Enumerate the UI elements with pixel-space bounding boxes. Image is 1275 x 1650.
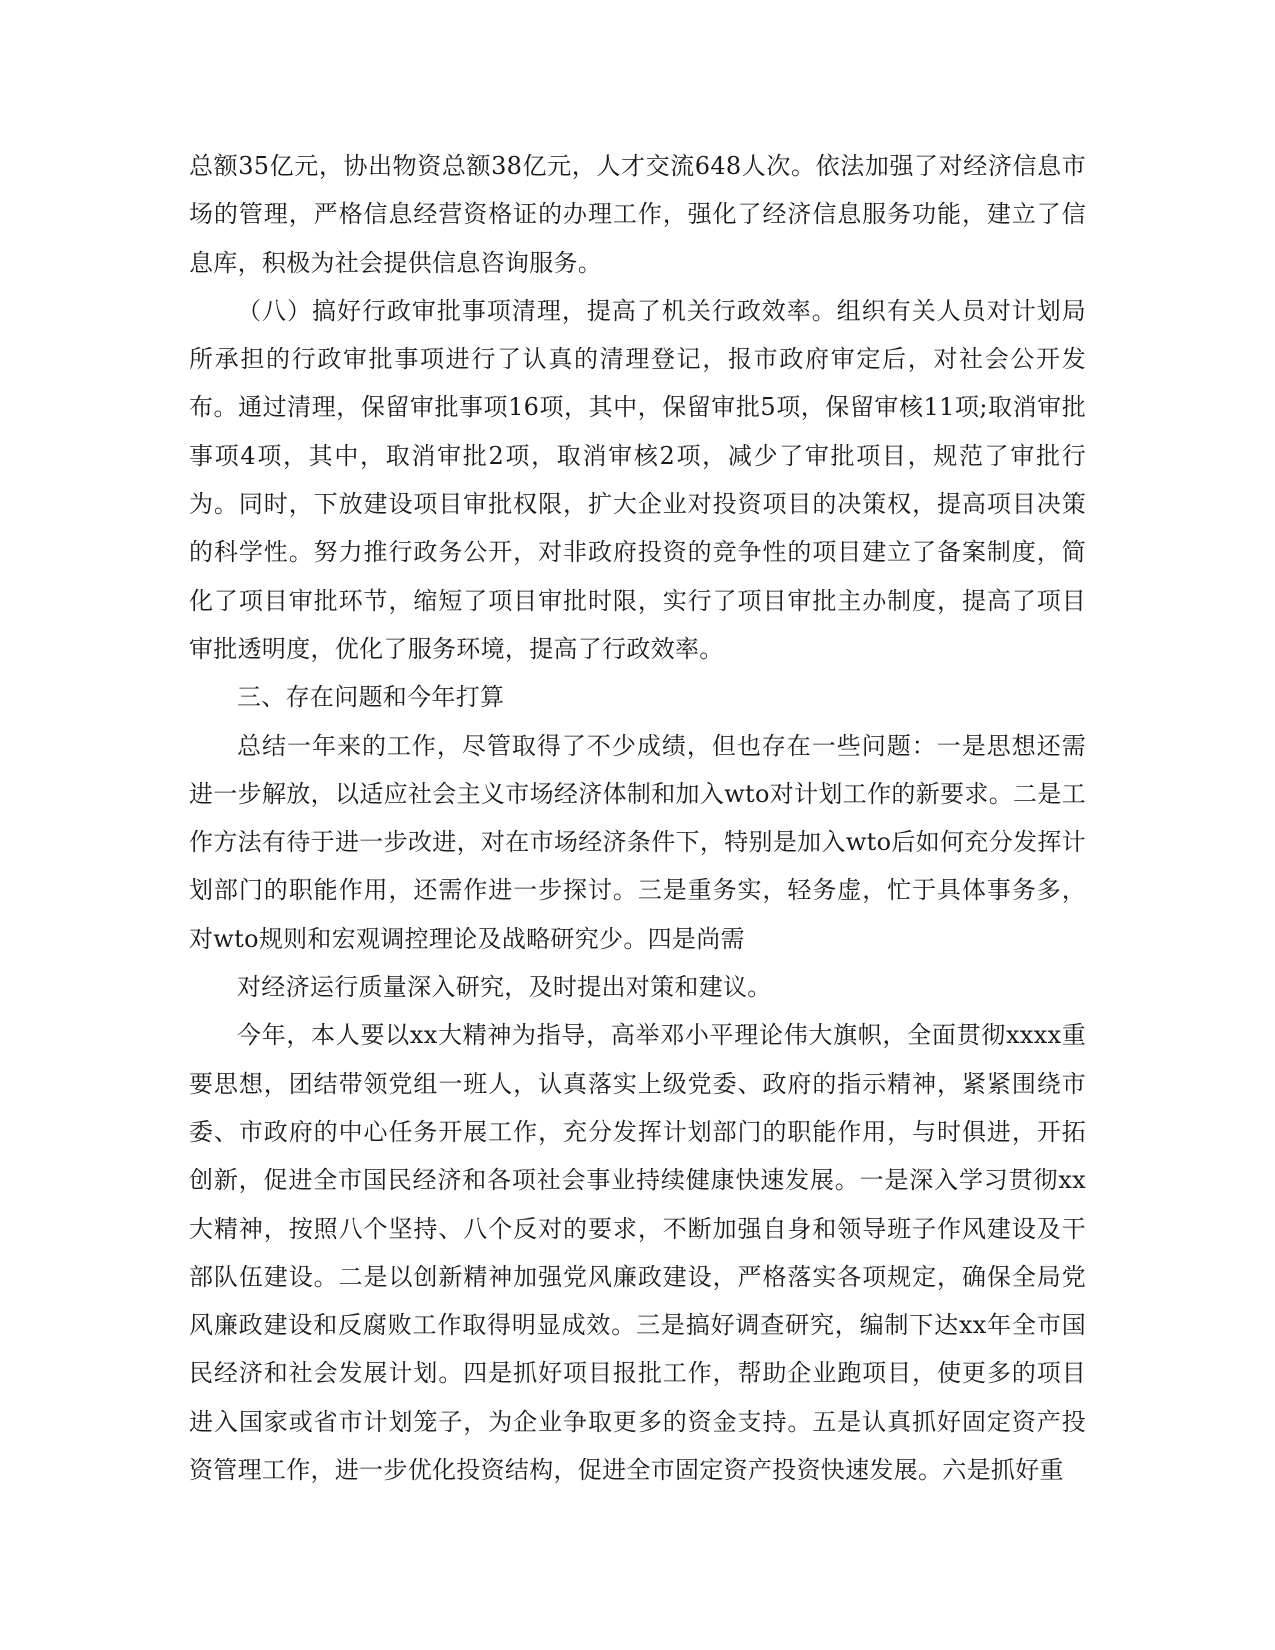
paragraph-problems: 总结一年来的工作，尽管取得了不少成绩，但也存在一些问题：一是思想还需进一步解放，以适应社会主义市场经济体制和加入wto对计划工作的新要求。二是工作方法有待于进一步改进，对在市场经济条件下，特别是加入wto后如何充分发挥计划部门的职能作用，还需作进一步探讨。三是重务实，轻务虚，忙于具体事务多，对wto规则和宏观调控理论及战略研究少。四是尚需 <box>189 731 1086 953</box>
section-heading-problems-plans: 三、存在问题和今年打算 <box>237 683 505 712</box>
paragraph-economic-research: 对经济运行质量深入研究，及时提出对策和建议。 <box>237 973 772 1002</box>
paragraph-this-year-plans: 今年，本人要以xx大精神为指导，高举邓小平理论伟大旗帜，全面贯彻xxxx重要思想，团结带领党组一班人，认真落实上级党委、政府的指示精神，紧紧围绕市委、市政府的中心任务开展工作，充分发挥计划部门的职能作用，与时俱进，开拓创新，促进全市国民经济和各项社会事业持续健康快速发展。一是深入学习贯彻xx大精神，按照八个坚持、八个反对的要求，不断加强自身和领导班子作风建设及干部队伍建设。二是以创新精神加强党风廉政建设，严格落实各项规定，确保全局党风廉政建设和反腐败工作取得明显成效。三是搞好调查研究，编制下达xx年全市国民经济和社会发展计划。四是抓好项目报批工作，帮助企业跑项目，使更多的项目进入国家或省市计划笼子，为企业争取更多的资金支持。五是认真抓好固定资产投资管理工作，进一步优化投资结构，促进全市固定资产投资快速发展。六是抓好重 <box>189 1021 1086 1485</box>
paragraph-info-market: 总额35亿元，协出物资总额38亿元，人才交流648人次。依法加强了对经济信息市场的管理，严格信息经营资格证的办理工作，强化了经济信息服务功能，建立了信息库，积极为社会提供信息咨询服务。 <box>189 152 1086 277</box>
document-body <box>189 142 1086 1494</box>
paragraph-admin-approval: （八）搞好行政审批事项清理，提高了机关行政效率。组织有关人员对计划局所承担的行政审批事项进行了认真的清理登记，报市政府审定后，对社会公开发布。通过清理，保留审批事项16项，其中，保留审批5项，保留审核11项;取消审批事项4项，其中，取消审批2项，取消审核2项，减少了审批项目，规范了审批行为。同时，下放建设项目审批权限，扩大企业对投资项目的决策权，提高项目决策的科学性。努力推行政务公开，对非政府投资的竞争性的项目建立了备案制度，简化了项目审批环节，缩短了项目审批时限，实行了项目审批主办制度，提高了项目审批透明度，优化了服务环境，提高了行政效率。 <box>189 296 1086 663</box>
